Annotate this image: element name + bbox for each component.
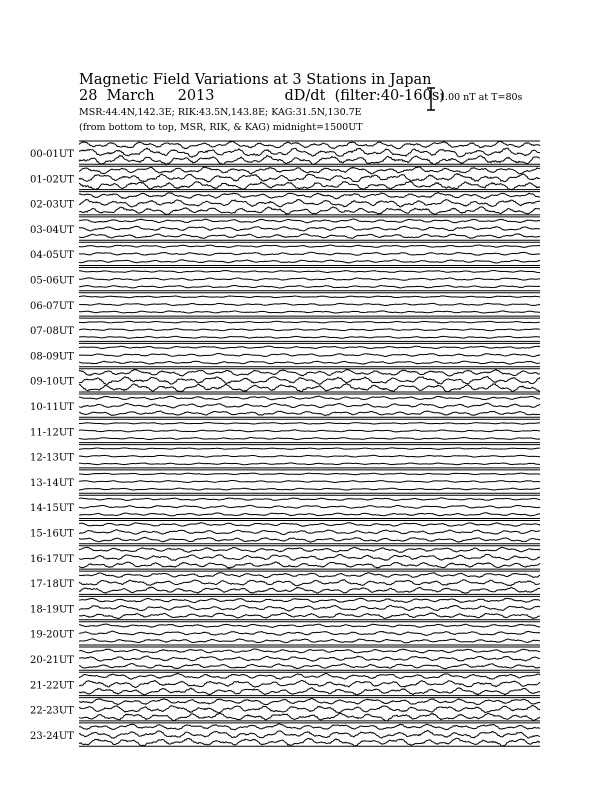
hour-label: 04-05UT: [30, 250, 74, 262]
trace-rik: [79, 530, 540, 535]
trace-rik: [79, 226, 540, 231]
hour-label: 14-15UT: [30, 503, 74, 515]
hour-row: [30, 698, 540, 721]
hour-row: [30, 470, 540, 493]
trace-kag: [79, 523, 540, 527]
trace-kag: [79, 141, 540, 149]
trace-rik: [79, 303, 540, 305]
hour-row: [30, 293, 540, 316]
trace-rik: [79, 329, 540, 331]
trace-rik: [79, 174, 540, 182]
hour-row: [30, 268, 540, 291]
trace-kag: [79, 498, 540, 501]
trace-msr: [79, 336, 540, 338]
trace-kag: [79, 219, 540, 223]
hour-row: [30, 521, 540, 544]
hour-label: 21-22UT: [30, 680, 74, 692]
trace-kag: [79, 724, 540, 730]
hour-row: [30, 318, 540, 341]
trace-rik: [79, 403, 540, 408]
hour-row: [30, 394, 540, 417]
hour-label: 23-24UT: [30, 730, 74, 742]
hour-label: 22-23UT: [30, 705, 74, 717]
trace-rik: [79, 631, 540, 635]
order-label: (from bottom to top, MSR, RIK, & KAG): [79, 122, 270, 133]
trace-msr: [79, 463, 540, 465]
trace-kag: [79, 547, 540, 552]
hour-row: [30, 672, 540, 695]
trace-kag: [79, 673, 540, 679]
hour-label: 02-03UT: [30, 199, 74, 211]
hour-label: 12-13UT: [30, 452, 74, 464]
trace-msr: [79, 285, 540, 288]
trace-kag: [79, 193, 540, 199]
trace-msr: [79, 207, 540, 215]
trace-msr: [79, 260, 540, 263]
trace-kag: [79, 396, 540, 400]
trace-kag: [79, 296, 540, 298]
trace-rik: [79, 252, 540, 255]
hour-row: [30, 445, 540, 468]
hour-label: 08-09UT: [30, 351, 74, 363]
trace-rik: [79, 605, 540, 611]
trace-rik: [79, 353, 540, 356]
hour-row: [30, 343, 540, 366]
hour-label: 05-06UT: [30, 275, 74, 287]
filter-label: (filter:40-160s): [334, 88, 445, 104]
hour-row: [30, 596, 540, 619]
trace-rik: [79, 705, 540, 713]
hour-row: [30, 571, 540, 594]
trace-kag: [79, 167, 540, 174]
hour-label: 06-07UT: [30, 300, 74, 312]
trace-msr: [79, 384, 540, 392]
trace-kag: [79, 624, 540, 627]
trace-msr: [79, 664, 540, 669]
trace-msr: [79, 562, 540, 568]
trace-kag: [79, 423, 540, 425]
trace-rik: [79, 278, 540, 280]
hour-row: [30, 141, 540, 165]
trace-msr: [79, 537, 540, 542]
trace-kag: [79, 321, 540, 323]
hour-row: [30, 192, 540, 215]
hour-label: 19-20UT: [30, 629, 74, 641]
hour-row: [30, 419, 540, 442]
trace-msr: [79, 361, 540, 364]
trace-msr: [79, 713, 540, 721]
hour-label: 18-19UT: [30, 604, 74, 616]
trace-kag: [79, 245, 540, 248]
trace-rik: [79, 680, 540, 687]
trace-rik: [79, 430, 540, 432]
trace-msr: [79, 181, 540, 190]
hour-label: 13-14UT: [30, 477, 74, 489]
trace-kag: [79, 346, 540, 348]
trace-msr: [79, 311, 540, 313]
trace-msr: [79, 438, 540, 440]
hour-row: [30, 217, 540, 240]
hour-label: 11-12UT: [30, 427, 74, 439]
trace-rik: [79, 505, 540, 508]
hour-label: 01-02UT: [30, 174, 74, 186]
hour-label: 20-21UT: [30, 655, 74, 666]
hour-label: 10-11UT: [30, 402, 74, 413]
trace-msr: [79, 513, 540, 516]
chart-title: Magnetic Field Variations at 3 Stations in Japan: [79, 72, 432, 88]
trace-kag: [79, 573, 540, 578]
stations-line: MSR:44.4N,142.3E; RIK:43.5N,143.8E; KAG:31.5N,130.7E: [79, 107, 362, 118]
hour-label: 09-10UT: [30, 376, 74, 388]
hour-label: 15-16UT: [30, 528, 74, 540]
trace-kag: [79, 598, 540, 602]
hour-row: [30, 723, 540, 746]
trace-rik: [79, 554, 540, 560]
hour-label: 00-01UT: [30, 149, 74, 160]
hour-label: 07-08UT: [30, 326, 74, 338]
trace-kag: [79, 369, 540, 376]
trace-rik: [79, 730, 540, 738]
trace-kag: [79, 649, 540, 653]
trace-msr: [79, 488, 540, 490]
hour-row: [30, 369, 540, 392]
hour-label: 03-04UT: [30, 224, 74, 236]
trace-kag: [79, 448, 540, 449]
trace-rik: [79, 656, 540, 661]
midnight-label: midnight=1500UT: [272, 122, 363, 133]
trace-msr: [79, 234, 540, 239]
trace-kag: [79, 473, 540, 475]
trace-msr: [79, 639, 540, 643]
trace-msr: [79, 155, 540, 164]
hour-row: [30, 166, 540, 190]
trace-rik: [79, 148, 540, 157]
trace-rik: [79, 480, 540, 482]
hour-label: 17-18UT: [30, 579, 74, 591]
trace-msr: [79, 411, 540, 415]
trace-msr: [79, 613, 540, 619]
hour-row: [30, 622, 540, 645]
trace-msr: [79, 587, 540, 593]
trace-rik: [79, 376, 540, 384]
quantity-label: dD/dt: [284, 88, 326, 104]
trace-msr: [79, 688, 540, 695]
hour-row: [30, 495, 540, 518]
trace-kag: [79, 698, 540, 704]
trace-rik: [79, 580, 540, 586]
hour-row: [30, 242, 540, 265]
hour-label: 16-17UT: [30, 553, 74, 565]
trace-msr: [79, 738, 540, 746]
trace-kag: [79, 270, 540, 272]
hour-row: [30, 546, 540, 569]
hour-row: [30, 647, 540, 670]
date-label: 28 March 2013: [79, 88, 215, 104]
trace-rik: [79, 455, 540, 457]
trace-rik: [79, 199, 540, 207]
scale-bar-label: 1.00 nT at T=80s: [439, 92, 523, 103]
